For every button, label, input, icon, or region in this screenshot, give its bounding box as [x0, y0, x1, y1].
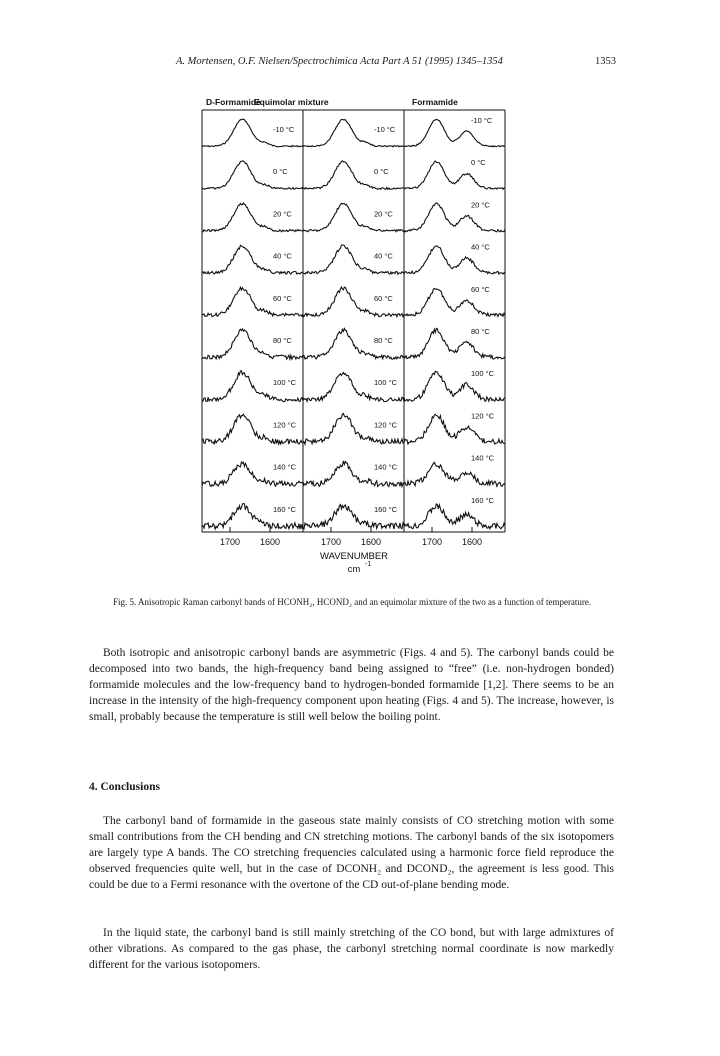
spectrum-curve [404, 161, 505, 189]
temperature-label: 80 °C [471, 327, 490, 336]
temperature-label: -10 °C [374, 125, 396, 134]
x-tick-label: 1700 [320, 537, 342, 547]
temperature-label: 120 °C [471, 411, 495, 421]
temperature-label: 60 °C [471, 284, 490, 294]
column-title: Equimolar mixture [254, 97, 329, 107]
temperature-label: 20 °C [471, 200, 490, 210]
running-head [176, 56, 616, 70]
temperature-label: 40 °C [374, 251, 393, 261]
temperature-label: 100 °C [273, 378, 297, 388]
temperature-label: 80 °C [273, 336, 292, 345]
temperature-label: 0 °C [471, 158, 486, 168]
spectrum-curve [404, 462, 505, 486]
temperature-label: -10 °C [471, 116, 493, 125]
spectrum-curve [404, 246, 505, 274]
temperature-label: 140 °C [374, 462, 398, 472]
temperature-label: 0 °C [273, 167, 288, 177]
temperature-label: 140 °C [471, 453, 495, 463]
temperature-label: 100 °C [374, 378, 398, 388]
temperature-label: 0 °C [374, 167, 389, 177]
spectrum-curve [303, 161, 404, 190]
temperature-label: 120 °C [273, 420, 297, 430]
temperature-label: 100 °C [471, 369, 495, 379]
spectrum-curve [404, 329, 505, 360]
temperature-label: 160 °C [374, 504, 398, 514]
temperature-label: -10 °C [273, 125, 295, 134]
paragraph-liquid-state: In the liquid state, the carbonyl band is still mainly stretching of the CO bond, but with large admixtures of other vibrations. As compared to the gas phase, the carbonyl stretching normal coordinate is now markedly different for the various isotopomers. [89, 927, 614, 971]
x-axis-unit-exponent: -1 [365, 561, 372, 568]
temperature-label: 40 °C [273, 251, 292, 261]
page-number: 1353 [595, 56, 616, 67]
column-title: D-Formamide [206, 97, 261, 107]
temperature-label: 120 °C [374, 420, 398, 430]
temperature-label: 140 °C [273, 462, 297, 472]
x-tick-label: 1600 [461, 537, 483, 547]
temperature-label: 60 °C [273, 293, 292, 303]
column-title: Formamide [412, 97, 458, 107]
paragraph-gas-state: The carbonyl band of formamide in the gaseous state mainly consists of CO stretching motion with some small contributions from the CH bending and CN stretching motions. The carbonyl bands of the six isotopomers are largely type A bands. The CO stretching frequencies calculated using a harmonic force field reproduce the observed frequencies quite well, but in the case of DCONH₂ and DCOND₂, the agreement is less good. This could be due to a Fermi resonance with the overtone of the CD out-of-plane bending mode. [89, 815, 614, 891]
raman-spectra-figure [198, 95, 510, 585]
x-tick-label: 1700 [219, 537, 241, 547]
temperature-label: 160 °C [471, 495, 495, 505]
x-tick-label: 1600 [360, 537, 382, 547]
spectrum-curve [404, 504, 505, 529]
temperature-label: 20 °C [273, 209, 292, 219]
paragraph-asymmetric-bands: Both isotropic and anisotropic carbonyl bands are asymmetric (Figs. 4 and 5). The carbonyl bands could be decomposed into two bands, the high-frequency band being assigned to “free” (i.e. non-hydrogen bonded) formamide molecules and the low-frequency band to hydrogen-bonded formamide [1,2]. There seems to be an increase in the intensity of the high-frequency component upon heating (Figs. 4 and 5). The increase, however, is small, probably because the temperature is still well below the boiling point. [89, 647, 614, 723]
x-axis-unit: cm [347, 564, 361, 575]
spectrum-curve [202, 161, 303, 189]
section-heading-conclusions: 4. Conclusions [89, 781, 160, 793]
x-axis-label: WAVENUMBER [319, 551, 389, 562]
spectrum-curve [404, 203, 505, 232]
running-head-citation: A. Mortensen, O.F. Nielsen/Spectrochimica Acta Part A 51 (1995) 1345–1354 [176, 56, 503, 67]
temperature-label: 160 °C [273, 504, 297, 514]
temperature-label: 20 °C [374, 209, 393, 219]
spectrum-curve [404, 288, 505, 316]
temperature-label: 40 °C [471, 242, 490, 252]
figure-caption: Fig. 5. Anisotropic Raman carbonyl bands of HCONH₂, HCOND₂ and an equimolar mixture of the two as a function of temperature. [113, 597, 592, 607]
temperature-label: 60 °C [374, 293, 393, 303]
temperature-label: 80 °C [374, 336, 393, 345]
x-tick-label: 1600 [259, 537, 281, 547]
x-tick-label: 1700 [421, 537, 443, 547]
